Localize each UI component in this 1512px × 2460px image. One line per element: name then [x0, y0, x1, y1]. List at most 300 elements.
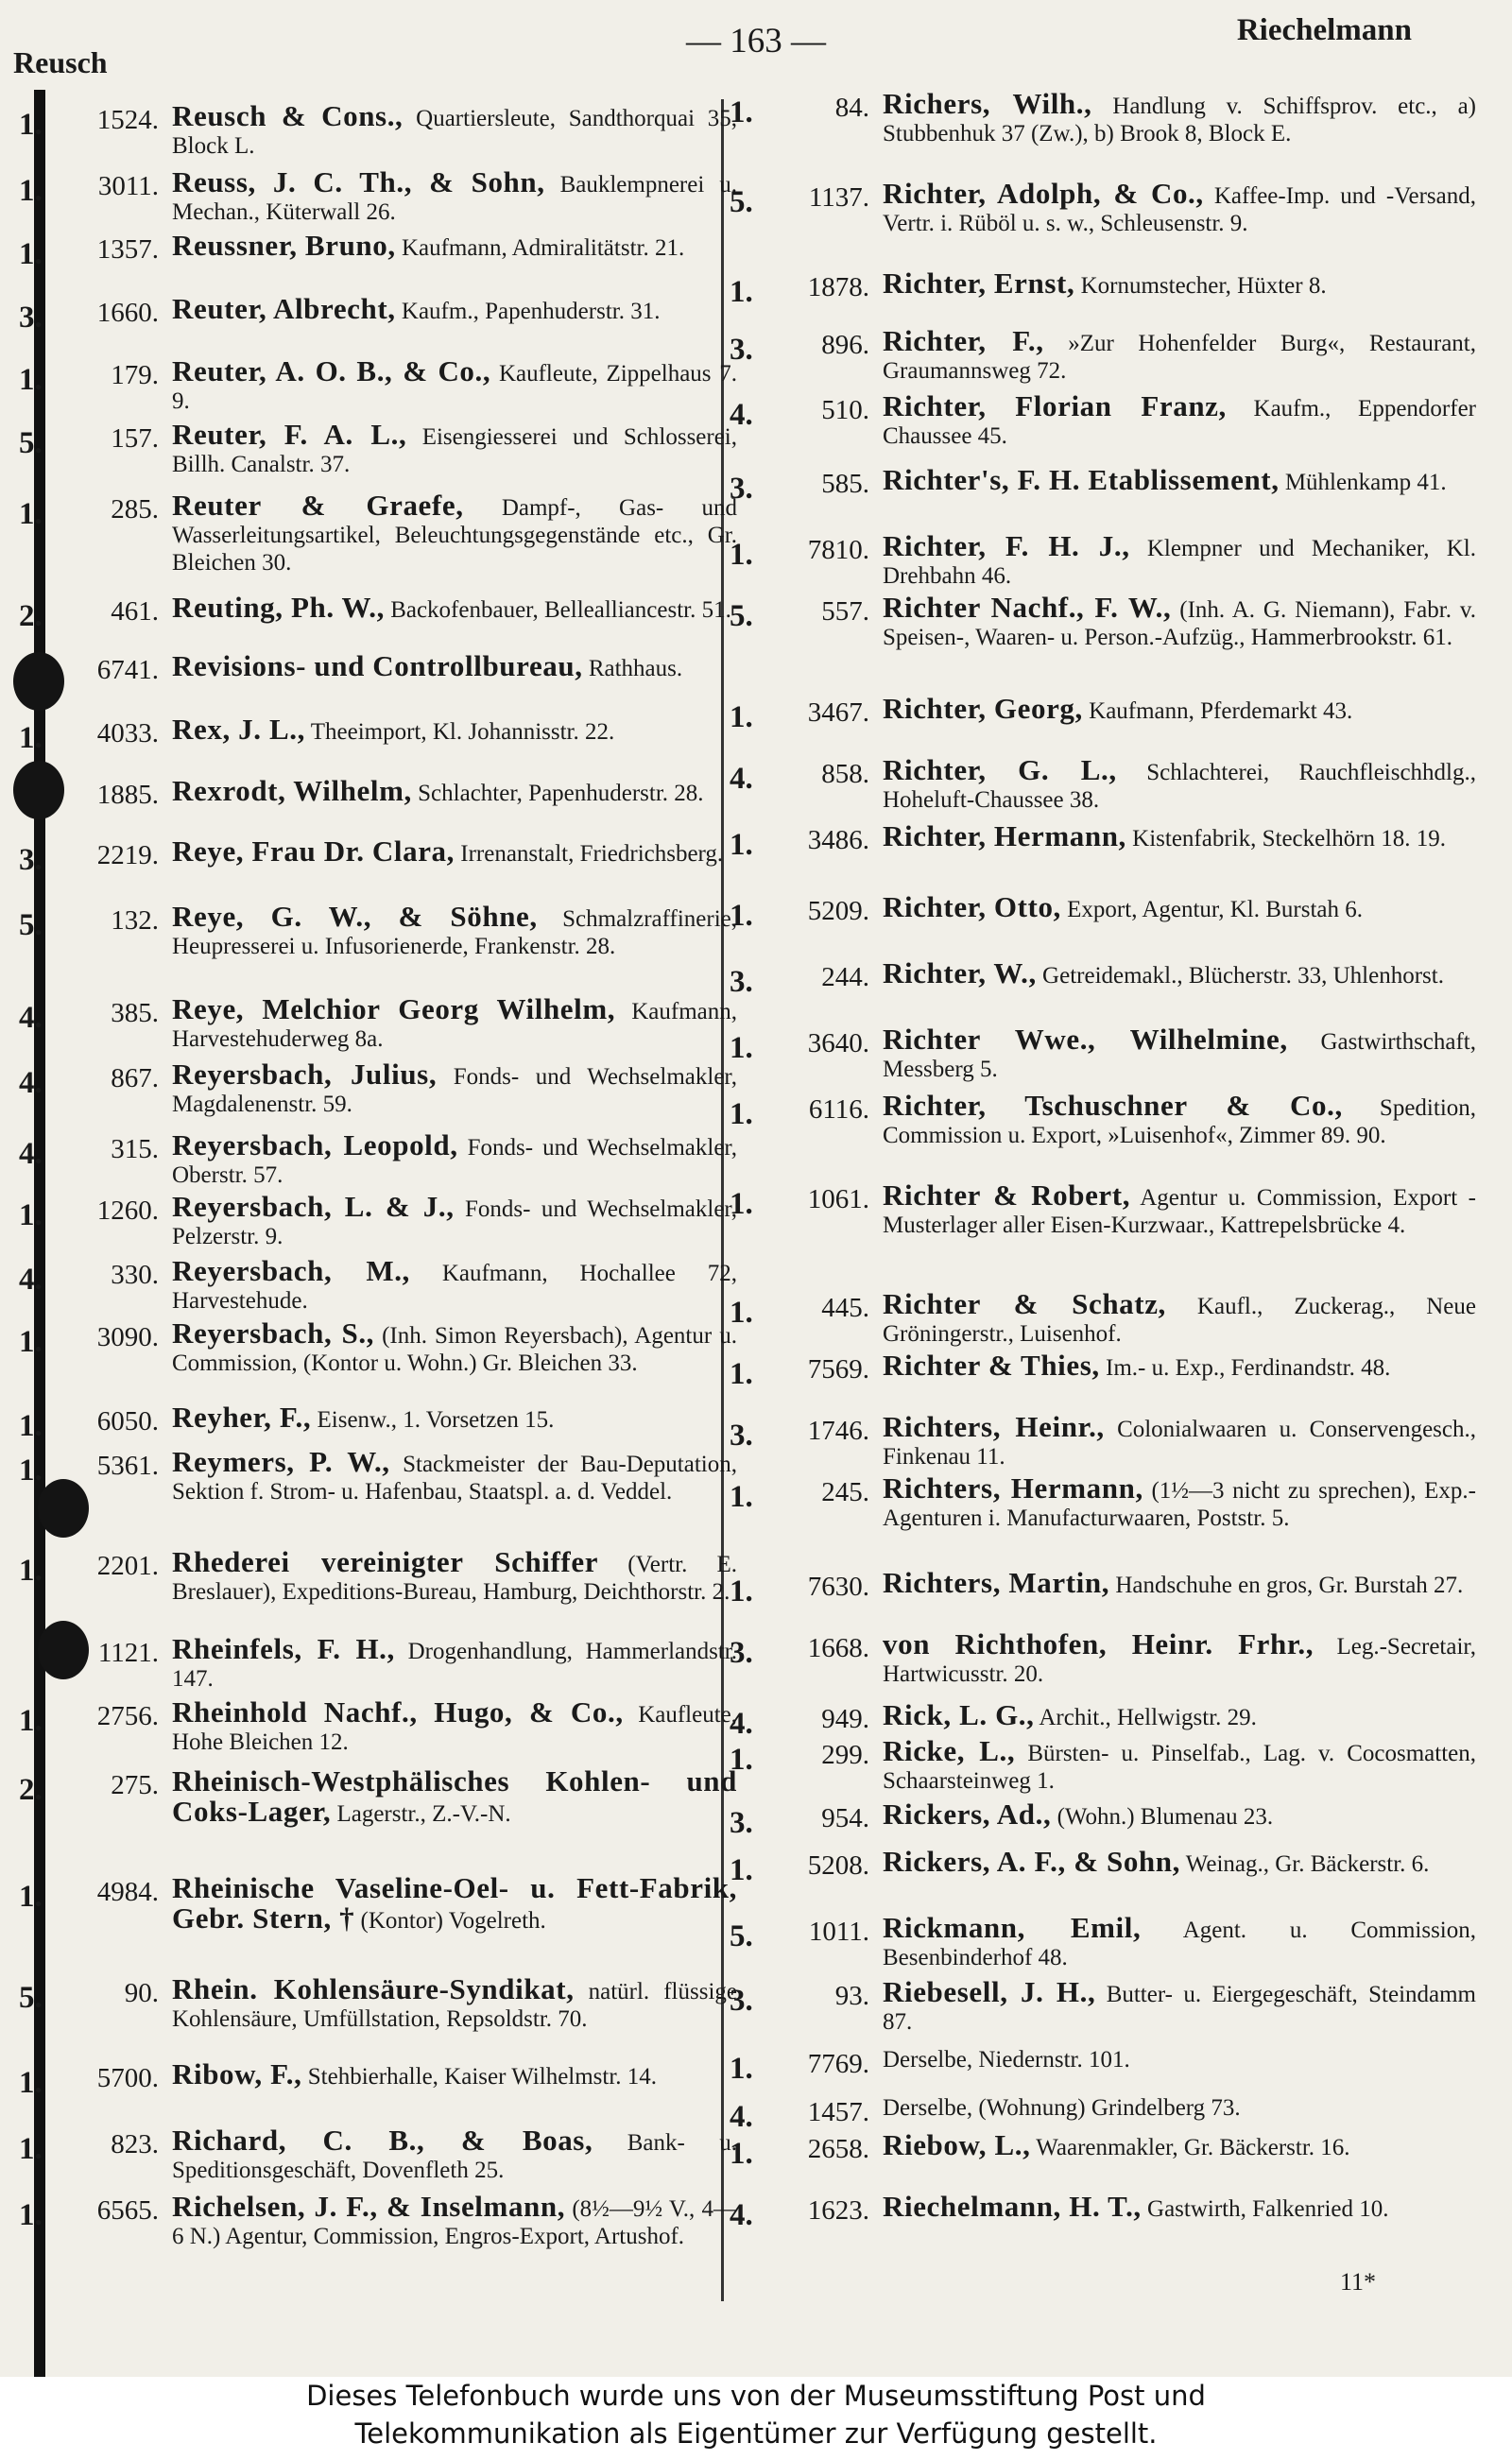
entry-text — [172, 715, 737, 746]
entry-details: Kaufleute, Zippelhaus 7. 9. — [172, 361, 737, 414]
entry-district: 1. — [19, 363, 43, 397]
entry-phone-number: 896. — [821, 330, 869, 360]
entry-details: Bürsten- u. Pinselfab., Lag. v. Cocosmatten, Schaarsteinweg 1. — [883, 1741, 1477, 1794]
entry-details: Handlung v. Schiffsprov. etc., a) Stubbenhuk 37 (Zw.), b) Brook 8, Block E. — [883, 94, 1477, 146]
entry-text — [883, 1471, 1476, 1532]
entry-district: 1. — [19, 174, 43, 208]
entry-name: Reye, G. W., & Söhne, — [172, 900, 538, 933]
running-head-last-entry: Riechelmann — [1236, 13, 1412, 47]
directory-entry — [730, 753, 1477, 814]
entry-details: Agentur u. Commission, Export - Musterlager aller Eisen-Kurzwaar., Kattrepelsbrücke 4. — [883, 1185, 1476, 1238]
entry-text — [172, 1545, 738, 1606]
entry-phone-number: 557. — [821, 596, 869, 627]
entry-details: Spedition, Commission u. Export, »Luisenhof«, Zimmer 89. 90. — [883, 1095, 1477, 1148]
entry-text — [883, 2128, 1476, 2161]
entry-name: Reye, Frau Dr. Clara, — [172, 834, 455, 868]
entry-details: (Vertr. E. Breslauer), Expeditions-Bureau, Hamburg, Deichthorstr. 2. — [172, 1552, 738, 1605]
directory-entry — [19, 1972, 737, 2033]
entry-details: Theeimport, Kl. Johannisstr. 22. — [310, 719, 615, 745]
entry-phone-number: 1457. — [807, 2097, 869, 2127]
entry-district: 1. — [19, 2198, 43, 2232]
entry-details: Kistenfabrik, Steckelhörn 18. 19. — [1132, 826, 1447, 852]
entry-district: 1. — [19, 108, 43, 142]
entry-details: Kaufmann, Admiralitätstr. 21. — [401, 235, 685, 261]
entry-name: Reye, Melchior Georg Wilhelm, — [172, 992, 616, 1025]
entry-details: Butter- u. Eiergegeschäft, Steindamm 87. — [883, 1982, 1477, 2035]
entry-district: 1. — [730, 2137, 753, 2171]
entry-phone-number: 315. — [111, 1134, 159, 1164]
entry-details: Kaufm., Eppendorfer Chaussee 45. — [883, 396, 1476, 449]
entry-details: Agent. u. Commission, Besenbinderhof 48. — [883, 1918, 1477, 1970]
signature-mark: 11* — [1340, 2268, 1377, 2296]
entry-phone-number: 1357. — [96, 234, 159, 265]
directory-entry — [19, 418, 738, 478]
entry-district: 5. — [19, 1981, 43, 2015]
directory-entry — [19, 491, 737, 576]
entry-name: Richter, Florian Franz, — [883, 389, 1227, 422]
entry-district: 4. — [19, 1066, 43, 1100]
entry-details: Fonds- und Wechselmakler, Oberstr. 57. — [172, 1135, 738, 1188]
directory-entry — [730, 956, 1476, 1000]
entry-phone-number: 1121. — [97, 1638, 159, 1668]
entry-details: Fonds- und Wechselmakler, Magdalenenstr. 59. — [172, 1064, 737, 1117]
directory-entry — [19, 992, 738, 1053]
entry-text — [172, 165, 737, 226]
entry-text — [883, 2046, 1476, 2073]
entry-details: Kaufmann, Harvestehuderweg 8a. — [172, 999, 738, 1052]
entry-name: Richter & Thies, — [883, 1349, 1100, 1382]
entry-name: von Richthofen, Heinr. Frhr., — [883, 1627, 1314, 1660]
entry-text — [883, 1911, 1477, 1971]
entry-text — [172, 354, 737, 415]
entry-phone-number: 244. — [821, 962, 869, 992]
entry-text — [172, 1871, 737, 1935]
directory-entry — [19, 2057, 737, 2101]
entry-details: Colonialwaaren u. Conservengesch., Finkenau 11. — [883, 1417, 1476, 1470]
entry-phone-number: 5361. — [96, 1451, 159, 1481]
entry-details: Stackmeister der Bau-Deputation, Sektion f. Strom- u. Hafenbau, Staatspl. a. d. Veddel. — [172, 1452, 737, 1505]
entry-phone-number: 1011. — [808, 1917, 869, 1947]
entry-district: 2. — [19, 599, 43, 633]
directory-entry — [19, 1445, 737, 1505]
entry-district: 1. — [19, 1454, 43, 1488]
entry-details: Export, Agentur, Kl. Burstah 6. — [1067, 897, 1364, 922]
entry-phone-number: 3011. — [97, 171, 159, 201]
directory-entry — [730, 1287, 1476, 1348]
entry-text — [172, 774, 737, 807]
entry-district: 1. — [19, 2066, 43, 2100]
entry-district: 4. — [19, 1263, 43, 1297]
directory-entry — [730, 389, 1476, 450]
entry-text — [883, 1698, 1476, 1731]
entry-details: (1½—3 nicht zu sprechen), Exp.-Agenturen i. Manufacturwaaren, Poststr. 5. — [883, 1478, 1476, 1531]
entry-text — [172, 292, 737, 325]
entry-district: 1. — [730, 1743, 753, 1777]
entry-details: Derselbe, (Wohnung) Grindelberg 73. — [883, 2095, 1241, 2121]
entry-details: Leg.-Secretair, Hartwicusstr. 20. — [883, 1634, 1476, 1687]
entry-name: Richter, Hermann, — [883, 819, 1126, 852]
directory-entry — [730, 1845, 1476, 1888]
entry-text — [172, 834, 737, 868]
entry-text — [883, 87, 1477, 147]
entry-text — [172, 491, 737, 576]
directory-entry — [19, 1316, 737, 1377]
entry-name: Richter, G. L., — [883, 753, 1117, 786]
entry-text — [172, 900, 737, 960]
entry-text — [172, 1128, 738, 1189]
entry-phone-number: 93. — [834, 1981, 869, 2011]
entry-phone-number: 285. — [111, 494, 159, 525]
entry-name: Rhederei vereinigter Schiffer — [172, 1545, 599, 1578]
entry-district: 1. — [19, 1409, 43, 1443]
entry-details: Gastwirthschaft, Messberg 5. — [883, 1029, 1477, 1082]
entry-details: Fonds- und Wechselmakler, Pelzerstr. 9. — [172, 1196, 737, 1249]
directory-entry — [19, 1695, 738, 1756]
entry-phone-number: 1746. — [807, 1416, 869, 1446]
entry-text — [883, 753, 1477, 814]
entry-district: 1. — [19, 237, 43, 271]
directory-entry — [19, 165, 737, 226]
directory-entry — [19, 649, 737, 686]
entry-district: 3. — [19, 843, 43, 877]
entry-name: Richter's, F. H. Etablissement, — [883, 463, 1280, 496]
entry-text — [172, 1695, 738, 1756]
entry-phone-number: 275. — [111, 1770, 159, 1800]
entry-text — [883, 1025, 1476, 1083]
entry-details: Kaufmann, Pferdemarkt 43. — [1089, 698, 1353, 724]
directory-entry — [730, 1800, 1476, 1841]
directory-entry — [730, 1627, 1476, 1688]
directory-entry — [19, 834, 737, 878]
entry-details: Kaufm., Papenhuderstr. 31. — [401, 299, 661, 324]
entry-district — [19, 777, 55, 783]
entry-text — [172, 1972, 737, 2033]
entry-details: »Zur Hohenfelder Burg«, Restaurant, Graumannsweg 72. — [883, 331, 1476, 384]
entry-phone-number: 132. — [111, 905, 159, 936]
directory-entry — [730, 593, 1476, 651]
entry-details: (Wohn.) Blumenau 23. — [1057, 1804, 1274, 1830]
directory-entry — [730, 1734, 1477, 1795]
entry-name: Richter & Robert, — [883, 1178, 1131, 1212]
entry-name: Richter, F. H. J., — [883, 529, 1130, 562]
entry-district: 3. — [730, 1636, 753, 1670]
entry-name: Richter, Georg, — [883, 692, 1083, 725]
entry-name: Reyersbach, Julius, — [172, 1058, 438, 1091]
entry-phone-number: 6741. — [96, 655, 159, 685]
entry-district: 3. — [730, 1984, 753, 2018]
entry-text — [883, 1627, 1476, 1688]
entry-phone-number: 1878. — [807, 272, 869, 302]
entry-text — [883, 593, 1476, 651]
directory-entry — [19, 229, 737, 272]
attribution-footer — [0, 2377, 1512, 2460]
entry-phone-number: 6050. — [96, 1406, 159, 1436]
directory-entry — [730, 1975, 1477, 2036]
entry-details: Stehbierhalle, Kaiser Wilhelmstr. 14. — [307, 2064, 658, 2090]
entry-district: 1. — [730, 538, 753, 572]
entry-phone-number: 299. — [821, 1740, 869, 1770]
directory-entry — [730, 890, 1476, 934]
entry-name: Rhein. Kohlensäure-Syndikat, — [172, 1972, 575, 2005]
entry-district: 1. — [730, 1480, 753, 1514]
entry-name: Reyher, F., — [172, 1401, 312, 1434]
entry-name: Reussner, Bruno, — [172, 229, 396, 262]
entry-district: 3. — [730, 1806, 753, 1840]
entry-district: 4. — [19, 1137, 43, 1171]
entry-phone-number: 823. — [111, 2129, 159, 2159]
entry-details: Kornumstecher, Hüxter 8. — [1080, 273, 1327, 299]
entry-text — [883, 1351, 1476, 1382]
entry-district: 1. — [730, 1853, 753, 1887]
entry-details: Eisengiesserei und Schlosserei, Billh. Canalstr. 37. — [172, 424, 738, 477]
directory-entry — [730, 2046, 1476, 2087]
entry-text — [172, 229, 737, 262]
entry-text — [883, 1566, 1476, 1599]
entry-district: 1. — [730, 1031, 753, 1065]
entry-phone-number: 84. — [834, 93, 869, 123]
directory-entry — [19, 354, 737, 415]
entry-name: Richter, F., — [883, 324, 1044, 357]
entry-name: Riechelmann, H. T., — [883, 2190, 1142, 2223]
entry-district: 5. — [730, 599, 753, 633]
entry-district: 1. — [730, 275, 753, 309]
entry-name: Ricke, L., — [883, 1734, 1016, 1767]
entry-phone-number: 3467. — [807, 697, 869, 728]
entry-name: Reyersbach, S., — [172, 1316, 375, 1350]
entry-district: 4. — [19, 1001, 43, 1035]
entry-name: Richters, Heinr., — [883, 1410, 1105, 1443]
directory-entry — [730, 269, 1476, 310]
entry-phone-number: 1668. — [807, 1633, 869, 1663]
directory-entry — [19, 1764, 737, 1828]
entry-phone-number: 510. — [821, 395, 869, 425]
entry-details: Backofenbauer, Bellealliancestr. 51. — [390, 597, 731, 623]
entry-district: 5. — [730, 185, 753, 219]
entry-text — [172, 649, 737, 682]
entry-name: Reyersbach, M., — [172, 1254, 410, 1287]
entry-details: Lagerstr., Z.-V.-N. — [336, 1801, 511, 1827]
entry-details: Weinag., Gr. Bäckerstr. 6. — [1185, 1851, 1430, 1877]
entry-phone-number: 3486. — [807, 825, 869, 855]
entry-district: 1. — [730, 1357, 753, 1391]
entry-text — [883, 1845, 1476, 1878]
entry-text — [172, 2126, 737, 2184]
entry-district: 1. — [730, 828, 753, 862]
entry-name: Rheinfels, F. H., — [172, 1632, 395, 1665]
entry-name: Ribow, F., — [172, 2057, 302, 2090]
directory-entry — [19, 1871, 737, 1935]
directory-entry — [730, 1025, 1476, 1083]
entry-text — [883, 1287, 1476, 1348]
entry-details: Klempner und Mechaniker, Kl. Drehbahn 46. — [883, 536, 1477, 589]
entry-phone-number: 90. — [124, 1978, 159, 2008]
entry-district: 1. — [730, 1574, 753, 1608]
directory-entry — [19, 1632, 737, 1693]
directory-entry — [19, 292, 737, 335]
entry-text — [883, 1800, 1476, 1831]
directory-entry — [19, 2126, 737, 2184]
directory-entry — [730, 324, 1476, 385]
entry-text — [883, 269, 1476, 300]
entry-name: Rickers, A. F., & Sohn, — [883, 1845, 1180, 1878]
entry-name: Richelsen, J. F., & Inselmann, — [172, 2190, 566, 2223]
entry-phone-number: 4984. — [96, 1877, 159, 1907]
entry-phone-number: 7569. — [807, 1354, 869, 1385]
directory-entry — [730, 1089, 1477, 1149]
entry-phone-number: 867. — [111, 1063, 159, 1093]
entry-name: Rex, J. L., — [172, 713, 305, 746]
entry-text — [883, 1410, 1476, 1471]
entry-district: 1. — [19, 1704, 43, 1738]
entry-text — [172, 1403, 737, 1434]
entry-details: Kaffee-Imp. und -Versand, Vertr. i. Rüböl u. s. w., Schleusenstr. 9. — [883, 183, 1476, 236]
directory-entry — [19, 1254, 738, 1315]
entry-district: 1. — [730, 700, 753, 734]
attribution-line-2: Telekommunikation als Eigentümer zur Verfügung gestellt. — [354, 2417, 1158, 2450]
entry-name: Rheinische Vaseline-Oel- u. Fett-Fabrik, Gebr. Stern, † — [172, 1871, 737, 1935]
directory-entry — [19, 1190, 737, 1250]
entry-details: Archit., Hellwigstr. 29. — [1039, 1705, 1257, 1730]
entry-phone-number: 5208. — [807, 1850, 869, 1881]
entry-name: Richter Nachf., F. W., — [883, 591, 1172, 624]
entry-district: 1. — [19, 1325, 43, 1359]
entry-details: Mühlenkamp 41. — [1284, 470, 1447, 495]
entry-phone-number: 6565. — [96, 2195, 159, 2226]
entry-text — [883, 324, 1476, 385]
entry-name: Rheinisch-Westphälisches Kohlen- und Coks-Lager, — [172, 1764, 737, 1828]
entry-name: Reusch & Cons., — [172, 99, 404, 132]
directory-entry — [730, 1178, 1476, 1239]
entry-phone-number: 3640. — [807, 1028, 869, 1058]
entry-district: 3. — [730, 1419, 753, 1453]
directory-entry — [730, 87, 1477, 147]
entry-name: Reuter & Graefe, — [172, 489, 464, 522]
directory-entry — [730, 692, 1476, 735]
entry-details: Rathhaus. — [588, 656, 683, 681]
entry-details: (Inh. Simon Reyersbach), Agentur u. Commission, (Kontor u. Wohn.) Gr. Bleichen 33. — [172, 1323, 737, 1376]
entry-phone-number: 461. — [111, 596, 159, 627]
entry-phone-number: 385. — [111, 998, 159, 1028]
entry-name: Reuting, Ph. W., — [172, 591, 385, 624]
entry-text — [172, 1764, 737, 1828]
entry-name: Richter Wwe., Wilhelmine, — [883, 1023, 1288, 1056]
entry-name: Reuter, Albrecht, — [172, 292, 396, 325]
entry-text — [172, 992, 738, 1053]
entry-name: Rexrodt, Wilhelm, — [172, 774, 412, 807]
directory-entry — [19, 593, 737, 634]
entry-text — [172, 1254, 738, 1315]
entry-phone-number: 2219. — [96, 840, 159, 870]
running-head-first-entry: Reusch — [13, 45, 108, 79]
entry-phone-number: 3090. — [96, 1322, 159, 1352]
directory-entry — [730, 2094, 1476, 2135]
entry-text — [883, 177, 1476, 237]
entry-name: Reuss, J. C. Th., & Sohn, — [172, 165, 545, 198]
entry-phone-number: 585. — [821, 469, 869, 499]
entry-text — [883, 956, 1476, 989]
entry-name: Reyersbach, L. & J., — [172, 1190, 455, 1223]
entry-district: 1. — [19, 1554, 43, 1588]
entry-district: 1. — [730, 899, 753, 933]
entry-text — [883, 2190, 1476, 2223]
entry-phone-number: 245. — [821, 1477, 869, 1507]
directory-entry — [730, 1911, 1477, 1971]
entry-name: Reymers, P. W., — [172, 1445, 390, 1478]
directory-entry — [730, 177, 1476, 237]
entry-district — [19, 1635, 55, 1641]
entry-district: 1. — [730, 95, 753, 129]
entry-phone-number: 179. — [111, 360, 159, 390]
entry-district: 3. — [730, 472, 753, 506]
entry-name: Riebow, L., — [883, 2128, 1031, 2161]
entry-name: Richters, Martin, — [883, 1566, 1110, 1599]
entry-district: 3. — [730, 333, 753, 367]
directory-entry — [19, 1128, 738, 1189]
entry-text — [883, 1089, 1477, 1149]
entry-text — [172, 593, 737, 624]
directory-entry — [19, 1545, 738, 1606]
entry-phone-number: 7630. — [807, 1572, 869, 1602]
entry-phone-number: 445. — [821, 1293, 869, 1323]
entry-text — [172, 1316, 737, 1377]
entry-phone-number: 1623. — [807, 2195, 869, 2226]
entry-name: Rick, L. G., — [883, 1698, 1035, 1731]
directory-entry — [730, 2190, 1476, 2233]
entry-text — [883, 1975, 1477, 2036]
entry-text — [883, 890, 1476, 923]
entry-text — [883, 692, 1476, 725]
entry-text — [172, 99, 738, 160]
entry-text — [172, 2057, 737, 2090]
entry-name: Richter, Tschuschner & Co., — [883, 1089, 1343, 1122]
entry-phone-number: 7769. — [807, 2049, 869, 2079]
page-number: — 163 — — [686, 22, 826, 60]
entry-text — [883, 389, 1476, 450]
entry-name: Richter, Ernst, — [883, 267, 1075, 300]
entry-phone-number: 330. — [111, 1260, 159, 1290]
entry-district: 3. — [730, 965, 753, 999]
entry-district: 4. — [730, 762, 753, 796]
entry-phone-number: 2756. — [96, 1701, 159, 1731]
entry-details: Gastwirth, Falkenried 10. — [1147, 2196, 1389, 2222]
directory-entry — [730, 1351, 1476, 1392]
entry-text — [172, 1190, 737, 1250]
entry-name: Rheinhold Nachf., Hugo, & Co., — [172, 1695, 624, 1729]
directory-entry — [19, 99, 738, 160]
entry-name: Richard, C. B., & Boas, — [172, 2124, 593, 2157]
entry-name: Richers, Wilh., — [883, 87, 1092, 120]
directory-entry — [730, 529, 1477, 590]
entry-name: Revisions- und Controllbureau, — [172, 649, 583, 682]
entry-phone-number: 5700. — [96, 2063, 159, 2093]
entry-phone-number: 1885. — [96, 780, 159, 810]
entry-text — [883, 2094, 1476, 2122]
entry-details: Quartiersleute, Sandthorquai 35, Block L. — [172, 106, 738, 159]
entry-phone-number: 1524. — [96, 105, 159, 135]
entry-details: Drogenhandlung, Hammerlandstr. 147. — [172, 1639, 737, 1692]
directory-entry — [730, 1698, 1476, 1742]
directory-entry — [730, 1471, 1476, 1532]
entry-district: 1. — [730, 1296, 753, 1330]
entry-details: Schmalzraffinerie, Heupresserei u. Infusorienerde, Frankenstr. 28. — [172, 906, 737, 959]
entry-details: Bauklempnerei u. Mechan., Küterwall 26. — [172, 172, 737, 225]
entry-district: 1. — [730, 1097, 753, 1131]
entry-details: Derselbe, Niedernstr. 101. — [883, 2047, 1130, 2073]
entry-details: (8½—9½ V., 4—6 N.) Agentur, Commission, Engros-Export, Artushof. — [172, 2196, 737, 2249]
entry-text — [172, 2190, 737, 2250]
entry-name: Richter, Otto, — [883, 890, 1061, 923]
entry-details: Eisenw., 1. Vorsetzen 15. — [317, 1407, 555, 1433]
